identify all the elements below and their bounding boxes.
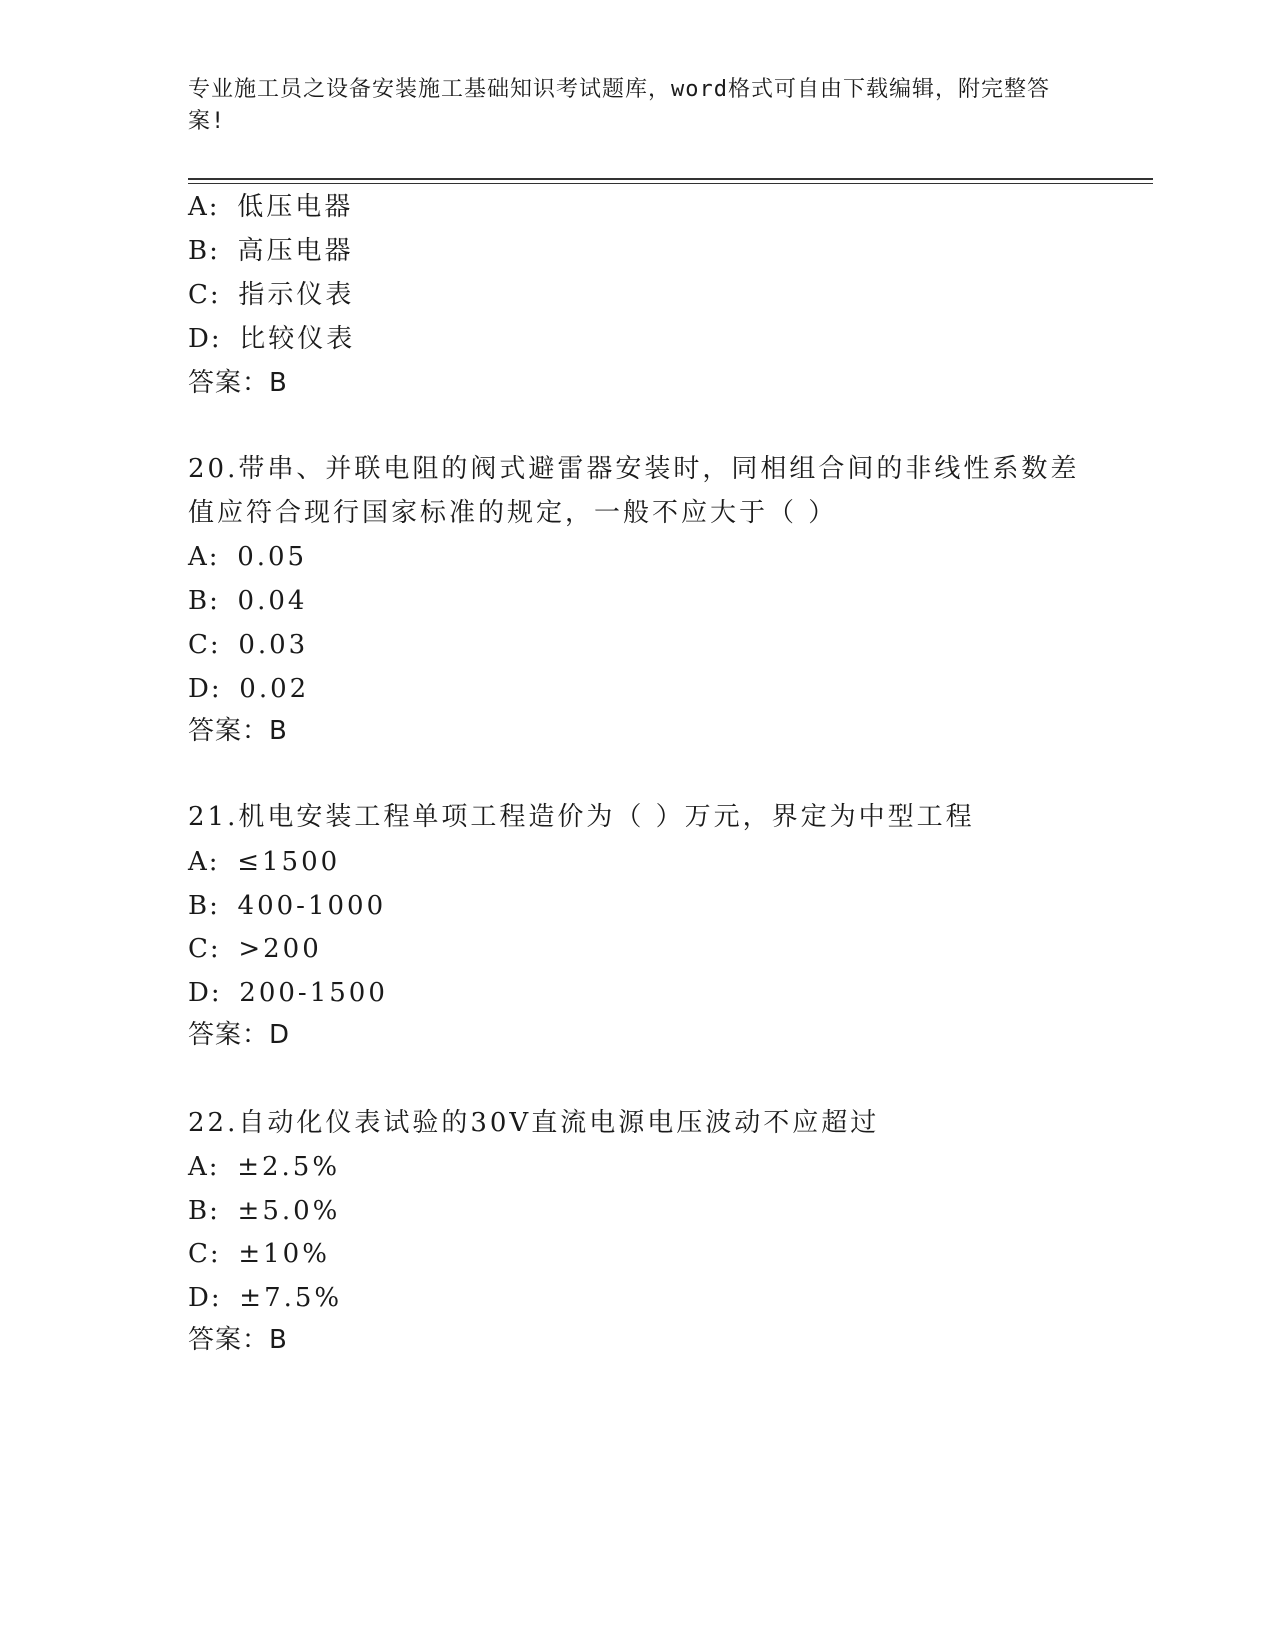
header-divider-thick [188,178,1153,180]
option-text: 200-1500 [239,978,388,1008]
option-separator: : [209,236,220,266]
option-line [188,932,322,966]
question-text: 21.机电安装工程单项工程造价为（ ）万元，界定为中型工程 [188,802,975,832]
option-letter: D [188,1283,211,1313]
option-text: 0.05 [237,542,308,572]
option-letter: A [188,847,209,877]
option-text: 400-1000 [237,891,387,921]
option-line [188,672,309,706]
option-text: 0.03 [238,630,309,660]
option-separator: : [209,1239,221,1269]
option-separator: : [208,847,220,877]
option-letter: D [188,674,211,704]
option-separator: : [210,674,222,704]
option-line [188,1194,340,1228]
option-line [188,628,308,662]
option-line [188,845,340,879]
option-separator: : [209,280,221,310]
answer-line: 答案：B [188,368,288,398]
option-separator: : [209,891,220,921]
option-text: ±5.0% [237,1196,341,1226]
option-separator: : [209,630,221,660]
option-letter: A [188,1152,209,1182]
option-line [188,889,386,923]
option-separator: : [209,1196,220,1226]
question-text: 20.带串、并联电阻的阀式避雷器安装时，同相组合间的非线性系数差 [188,454,1080,484]
option-line [188,540,307,574]
option-text: 0.02 [239,674,310,704]
option-text: 0.04 [237,586,308,616]
option-letter: C [188,1239,210,1269]
answer-line: 答案：B [188,716,288,746]
option-text: ±2.5% [237,1152,341,1182]
option-text: 低压电器 [237,192,354,222]
option-line [188,976,388,1010]
option-line [188,1281,342,1315]
option-text: ±10% [238,1239,330,1269]
option-separator: : [208,1152,220,1182]
option-line [188,190,353,224]
option-letter: A [188,192,209,222]
option-separator: : [210,324,222,354]
option-line [188,234,354,268]
option-letter: B [188,891,210,921]
option-separator: : [210,978,222,1008]
option-text: 比较仪表 [239,324,356,354]
option-letter: B [188,236,210,266]
option-separator: : [209,934,221,964]
option-text: 指示仪表 [238,280,355,310]
option-line [188,278,354,312]
option-letter: D [188,324,211,354]
option-line [188,584,307,618]
option-separator: : [209,586,220,616]
option-letter: A [188,542,209,572]
option-letter: C [188,630,210,660]
option-text: ±7.5% [239,1283,343,1313]
question-text-continued: 值应符合现行国家标准的规定，一般不应大于（ ） [188,498,838,528]
option-letter: C [188,934,210,964]
option-letter: C [188,280,210,310]
option-text: >200 [238,934,322,964]
question-text: 22.自动化仪表试验的30V直流电源电压波动不应超过 [188,1108,880,1138]
option-line [188,322,355,356]
option-separator: : [208,192,220,222]
option-letter: D [188,978,211,1008]
answer-line: 答案：B [188,1325,288,1355]
document-header: 专业施工员之设备安装施工基础知识考试题库，word格式可自由下载编辑，附完整答案! [188,77,1050,134]
option-letter: B [188,1196,210,1226]
option-separator: : [208,542,220,572]
option-text: ≤1500 [237,847,341,877]
option-line [188,1237,330,1271]
option-text: 高压电器 [237,236,354,266]
answer-line: 答案：D [188,1020,291,1050]
header-divider-thin [188,183,1153,184]
option-separator: : [210,1283,222,1313]
option-letter: B [188,586,210,616]
option-line [188,1150,340,1184]
